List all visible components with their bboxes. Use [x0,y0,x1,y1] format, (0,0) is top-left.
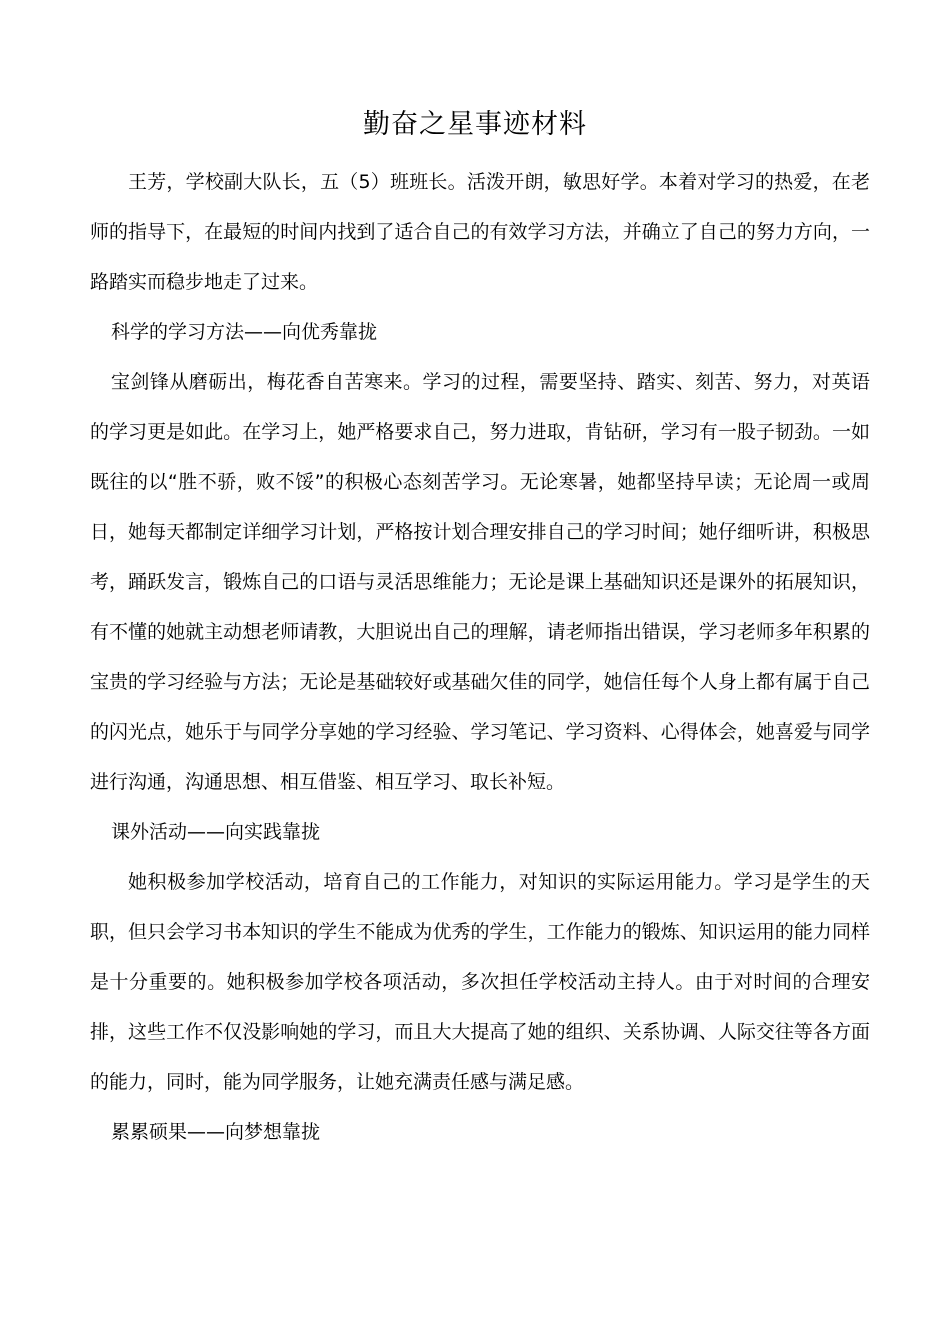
section-heading-achievements: 累累硕果——向梦想靠拢 [111,1121,321,1143]
document-body [90,157,870,1157]
document-title: 勤奋之星事迹材料 [363,109,587,140]
section-heading-study-method: 科学的学习方法——向优秀靠拢 [111,321,378,343]
study-method-paragraph: 宝剑锋从磨砺出，梅花香自苦寒来。学习的过程，需要坚持、踏实、刻苦、努力，对英语的学习更是如此。在学习上，她严格要求自己，努力进取，肯钻研，学习有一股子韧劲。一如既往的以“胜不骄，败不馁”的积极心态刻苦学习。无论寒暑，她都坚持早读；无论周一或周日，她每天都制定详细学习计划，严格按计划合理安排自己的学习时间；她仔细听讲，积极思考，踊跃发言，锻炼自己的口语与灵活思维能力；无论是课上基础知识还是课外的拓展知识，有不懂的她就主动想老师请教，大胆说出自己的理解，请老师指出错误，学习老师多年积累的宝贵的学习经验与方法；无论是基础较好或基础欠佳的同学，她信任每个人身上都有属于自己的闪光点，她乐于与同学分享她的学习经验、学习笔记、学习资料、心得体会，她喜爱与同学进行沟通，沟通思想、相互借鉴、相互学习、取长补短。 [90,371,870,793]
activities-paragraph: 她积极参加学校活动，培育自己的工作能力，对知识的实际运用能力。学习是学生的天职，但只会学习书本知识的学生不能成为优秀的学生，工作能力的锻炼、知识运用的能力同样是十分重要的。她积极参加学校各项活动，多次担任学校活动主持人。由于对时间的合理安排，这些工作不仅没影响她的学习，而且大大提高了她的组织、关系协调、人际交往等各方面的能力，同时，能为同学服务，让她充满责任感与满足感。 [90,871,870,1093]
intro-paragraph: 王芳，学校副大队长，五（5）班班长。活泼开朗，敏思好学。本着对学习的热爱，在老师的指导下，在最短的时间内找到了适合自己的有效学习方法，并确立了自己的努力方向，一路踏实而稳步地走了过来。 [90,171,870,293]
section-heading-activities: 课外活动——向实践靠拢 [111,821,321,843]
